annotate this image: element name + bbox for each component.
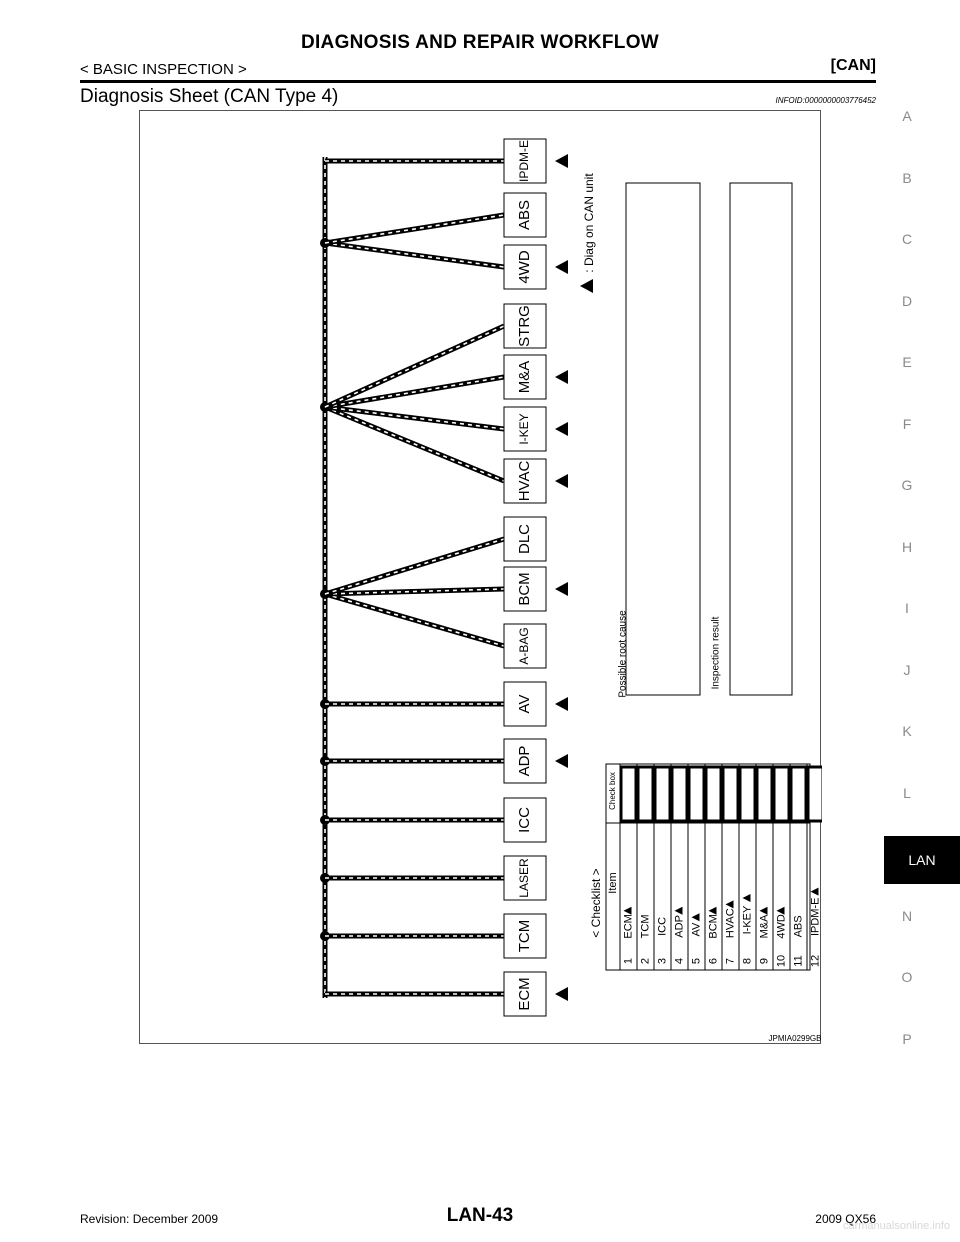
checklist-diag-marker-ma — [760, 907, 768, 915]
breadcrumb: < BASIC INSPECTION > — [80, 61, 247, 78]
checklist-diag-marker-ipdme — [811, 888, 819, 896]
can-branch-line-strg — [325, 326, 504, 407]
figure-id: JPMIA0299GB — [768, 1034, 822, 1044]
checklist-checkbox-hvac — [723, 767, 738, 821]
checklist-item-abs: ABS — [792, 915, 805, 938]
section-index-h[interactable]: H — [901, 538, 913, 555]
info-id: INFOID:0000000003776452 — [775, 96, 876, 105]
checklist-no-av: 5 — [690, 957, 703, 965]
can-diagnosis-diagram — [140, 111, 822, 1045]
section-index-e[interactable]: E — [902, 354, 912, 370]
checklist-checkbox-icc — [655, 767, 670, 821]
checklist-item-ipdme: IPDM-E — [809, 897, 822, 937]
checklist-item-adp: ADP — [673, 915, 686, 938]
diag-marker-av — [555, 697, 568, 711]
section-index-l[interactable]: L — [903, 784, 911, 801]
section-index-a[interactable]: A — [902, 108, 912, 124]
checklist-checkbox-tcm — [638, 767, 653, 821]
checklist-diag-marker-adp — [675, 907, 683, 915]
page-title: DIAGNOSIS AND REPAIR WORKFLOW — [300, 32, 660, 53]
checklist-col-check: Check box — [608, 772, 618, 810]
inspection-result-box — [730, 183, 792, 695]
diag-marker-bcm — [555, 582, 568, 596]
checklist-no-ikey: 8 — [741, 957, 754, 965]
checklist-no-icc: 3 — [656, 957, 669, 965]
unit-label-ikey: I-KEY — [517, 413, 532, 445]
section-index-i[interactable]: I — [905, 600, 909, 616]
checklist-no-hvac: 7 — [724, 957, 737, 965]
checklist-item-4wd: 4WD — [775, 914, 788, 939]
checklist-checkbox-bcm — [706, 767, 721, 821]
can-branch-line-abs-inner — [325, 215, 504, 243]
unit-label-laser: LASER — [517, 858, 532, 898]
checklist-no-ma: 9 — [758, 957, 771, 965]
diag-marker-ipdme — [555, 154, 568, 168]
can-branch-line-4wd — [325, 243, 504, 267]
legend-diag-marker — [580, 279, 593, 293]
checklist-no-tcm: 2 — [639, 957, 652, 965]
checklist-no-ipdme: 12 — [809, 954, 822, 968]
checklist-no-adp: 4 — [673, 957, 686, 965]
checklist-diag-marker-av — [692, 913, 700, 921]
diag-marker-ma — [555, 370, 568, 384]
checklist-item-ikey: I-KEY — [741, 905, 754, 935]
checklist-diag-marker-ecm — [624, 907, 632, 915]
checklist-item-ecm: ECM — [622, 914, 635, 939]
unit-label-bcm: BCM — [515, 572, 533, 606]
checklist-checkbox-ma — [757, 767, 772, 821]
checklist-diag-marker-bcm — [709, 907, 717, 915]
checklist-item-hvac: HVAC — [724, 908, 737, 939]
diag-marker-hvac — [555, 474, 568, 488]
unit-label-icc: ICC — [515, 807, 533, 833]
section-index-d[interactable]: D — [901, 292, 913, 309]
checklist-item-icc: ICC — [656, 916, 669, 936]
can-branch-line-abs — [325, 215, 504, 243]
checklist-checkbox-adp — [672, 767, 687, 821]
checklist-item-bcm: BCM — [707, 914, 720, 939]
checklist-checkbox-abs — [791, 767, 806, 821]
diag-marker-adp — [555, 754, 568, 768]
can-branch-line-4wd-inner — [325, 243, 504, 267]
section-index-c[interactable]: C — [901, 231, 913, 247]
model-name: 2009 QX56 — [815, 1212, 876, 1226]
unit-label-ecm: ECM — [515, 977, 533, 1011]
checklist-diag-marker-ikey — [743, 894, 751, 902]
checklist-checkbox-ipdme — [808, 767, 822, 821]
can-diagnosis-figure — [139, 110, 821, 1044]
unit-label-dlc: DLC — [515, 523, 533, 555]
section-tab-lan-label: LAN — [908, 852, 936, 868]
section-index-j[interactable]: J — [903, 661, 911, 678]
checklist-col-item: Item — [606, 872, 619, 894]
checklist-diag-marker-hvac — [726, 900, 734, 908]
can-branch-line-ma-inner — [325, 377, 504, 407]
can-branch-line-abag — [325, 594, 504, 646]
checklist-diag-marker-4wd — [777, 907, 785, 915]
legend-text: : Diag on CAN unit — [582, 173, 597, 273]
section-index-f[interactable]: F — [902, 415, 912, 432]
checklist-item-av: AV — [690, 922, 703, 937]
checklist-item-tcm: TCM — [639, 914, 652, 939]
section-tab-lan[interactable] — [884, 836, 960, 884]
diag-marker-ecm — [555, 987, 568, 1001]
inspection-result-label: Inspection result — [710, 616, 722, 690]
section-code: [CAN] — [830, 57, 876, 74]
section-index-g[interactable]: G — [901, 477, 913, 493]
can-branch-line-dlc — [325, 539, 504, 594]
possible-root-cause-label: Possible root cause — [617, 610, 629, 698]
checklist-item-ma: M&A — [758, 914, 771, 939]
unit-label-tcm: TCM — [515, 919, 533, 953]
watermark: carmanualsonline.info — [842, 1220, 950, 1232]
checklist-no-ecm: 1 — [622, 957, 635, 965]
can-branch-line-ma — [325, 377, 504, 407]
checklist-checkbox-av — [689, 767, 704, 821]
page-number: LAN-43 — [446, 1205, 514, 1226]
section-index — [885, 90, 960, 1090]
header-rule — [80, 80, 876, 83]
checklist-no-abs: 11 — [792, 955, 805, 967]
section-index-k[interactable]: K — [902, 723, 912, 739]
checklist-checkbox-4wd — [774, 767, 789, 821]
unit-label-abs: ABS — [515, 199, 533, 231]
unit-label-ipdme: IPDM-E — [517, 140, 532, 182]
unit-label-strg: STRG — [515, 305, 533, 347]
section-index-o[interactable]: O — [901, 969, 913, 985]
unit-label-4wd: 4WD — [515, 250, 533, 284]
section-index-b[interactable]: B — [902, 169, 912, 186]
checklist-no-bcm: 6 — [707, 957, 720, 965]
unit-label-ma: M&A — [515, 360, 533, 394]
checklist-title: < Checklist > — [589, 868, 604, 938]
section-index-p[interactable]: P — [902, 1030, 912, 1047]
checklist-checkbox-ecm — [621, 767, 636, 821]
diag-marker-4wd — [555, 260, 568, 274]
unit-label-adp: ADP — [515, 745, 533, 777]
unit-label-hvac: HVAC — [515, 460, 533, 502]
checklist-checkbox-ikey — [740, 767, 755, 821]
possible-root-cause-box — [626, 183, 700, 695]
unit-label-av: AV — [515, 694, 533, 714]
diag-marker-ikey — [555, 422, 568, 436]
section-index-n[interactable]: N — [901, 907, 913, 924]
can-branch-line-bcm — [325, 589, 504, 594]
section-title: Diagnosis Sheet (CAN Type 4) — [80, 86, 339, 107]
revision-date: Revision: December 2009 — [80, 1212, 219, 1226]
unit-label-abag: A-BAG — [517, 627, 532, 665]
checklist-no-4wd: 10 — [775, 954, 788, 968]
